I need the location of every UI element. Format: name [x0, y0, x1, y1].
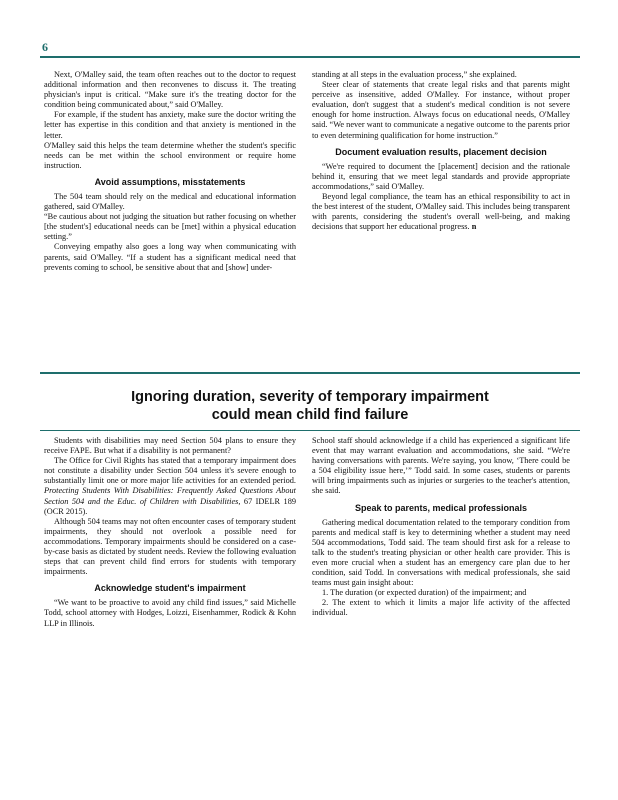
headline-line-2: could mean child find failure	[211, 407, 409, 423]
paragraph: O'Malley said this helps the team determine whether the student's specific needs can be met within the school environment or require home instruction.	[44, 140, 296, 170]
paragraph: Conveying empathy also goes a long way when communicating with parents, said O'Malley. “If a student has a significant medical need that prevents coming to school, be sensitive about that and [show] under-	[44, 242, 296, 272]
article-right-column	[312, 436, 570, 619]
paragraph-text: Beyond legal compliance, the team has an ethical responsibility to act in the best interest of the student, O'Malley said. This includes being transparent with parents, considering the student's overall well-being, and making decisions that support her educational progress.	[312, 191, 570, 232]
end-of-article-mark: n	[471, 222, 477, 232]
paragraph: Gathering medical documentation related to the temporary condition from parents and medical staff is key to determining whether a student may need 504 accommodations, Todd said. The team should first ask for a release to talk to the student's treating physician or other health care provider. This is even more crucial when a student has an emergency care plan due to her condition, said Todd. In conversations with medical professionals, she said teams must gain insight about:	[312, 517, 570, 588]
page-number: 6	[42, 40, 48, 54]
section-divider-top	[40, 372, 580, 374]
paragraph-text: The Office for Civil Rights has stated that a temporary impairment does not constitute a disability under Section 504 unless it's severe enough to substantially limit one or more major life activities for an extended period.	[44, 456, 296, 486]
subheading-document-evaluation: Document evaluation results, placement decision	[335, 146, 547, 157]
paragraph: Students with disabilities may need Section 504 plans to ensure they receive FAPE. But what if a disability is not permanent?	[44, 436, 296, 456]
paragraph: For example, if the student has anxiety, make sure the doctor writing the letter has expertise in this condition and that anxiety is mentioned in the letter.	[44, 110, 296, 140]
paragraph: Steer clear of statements that create legal risks and that parents might perceive as insensitive, added O'Malley. For instance, without proper evaluation, don't suggest that a student's medical condition is not severe enough for home instruction. Always focus on educational needs, O'Malley said. “We never want to communicate a negative outcome to the parents prior to even determining qualification for home instruction.”	[312, 80, 570, 140]
paragraph: Next, O'Malley said, the team often reaches out to the doctor to request additional information and then reconvenes to discuss it. The treating physician's input is critical. “Make sure it's the treating doctor for the condition being communicated about,” said O'Malley.	[44, 70, 296, 110]
article-continued-right-column	[312, 70, 570, 232]
subheading-avoid-assumptions: Avoid assumptions, misstatements	[94, 176, 246, 187]
paragraph: The 504 team should rely on the medical and educational information gathered, said O'Malley.	[44, 191, 296, 212]
section-divider-bottom	[40, 430, 580, 431]
paragraph: standing at all steps in the evaluation process,” she explained.	[312, 70, 517, 79]
header-rule	[40, 56, 580, 58]
article-left-column	[44, 436, 296, 629]
paragraph	[44, 456, 296, 517]
list-item: 2. The extent to which it limits a major life activity of the affected individual.	[312, 598, 570, 618]
paragraph: School staff should acknowledge if a child has experienced a significant life event that may warrant evaluation and accommodations, she said. “We're having conversations with parents. We're saying, you know, ‘There could be a 504 eligibility issue here,’” Todd said. In some cases, students or parents will bring impairments such as injuries or surgeries to the teacher's attention, she said.	[312, 436, 570, 496]
paragraph	[312, 192, 570, 232]
paragraph: “We want to be proactive to avoid any child find issues,” said Michelle Todd, school attorney with Hodges, Loizzi, Eisenhammer, Rodick & Kohn LLP in Illinois.	[44, 598, 296, 628]
list-item: 1. The duration (or expected duration) of the impairment; and	[322, 588, 527, 598]
paragraph: “We're required to document the [placement] decision and the rationale behind it, ensuring that we meet legal standards and provide appropriate accommodations,” said O'Malley.	[312, 161, 570, 191]
subheading-speak-to-parents: Speak to parents, medical professionals	[354, 502, 528, 513]
citation-reference: , 67 IDELR 189 (OCR 2015).	[44, 496, 296, 516]
paragraph: Although 504 teams may not often encounter cases of temporary student impairments, they should not overlook a possible need for accommodations. Temporary impairments should be considered on a case-by-case basis as dictated by student needs. Review the following evaluation steps that can prevent child find errors for students with temporary impairments.	[44, 516, 296, 577]
paragraph: “Be cautious about not judging the situation but rather focusing on whether [the student's] educational needs can be [met] within a physical education setting.”	[44, 212, 296, 242]
citation-title: Protecting Students With Disabilities: Frequently Asked Questions About Section 504 and the Educ. of Children with Disabilities	[44, 486, 296, 506]
headline-line-1: Ignoring duration, severity of temporary impairment	[131, 389, 489, 405]
subheading-acknowledge-impairment: Acknowledge student's impairment	[94, 583, 246, 594]
article-headline	[40, 388, 580, 424]
article-continued-left-column	[44, 70, 296, 273]
